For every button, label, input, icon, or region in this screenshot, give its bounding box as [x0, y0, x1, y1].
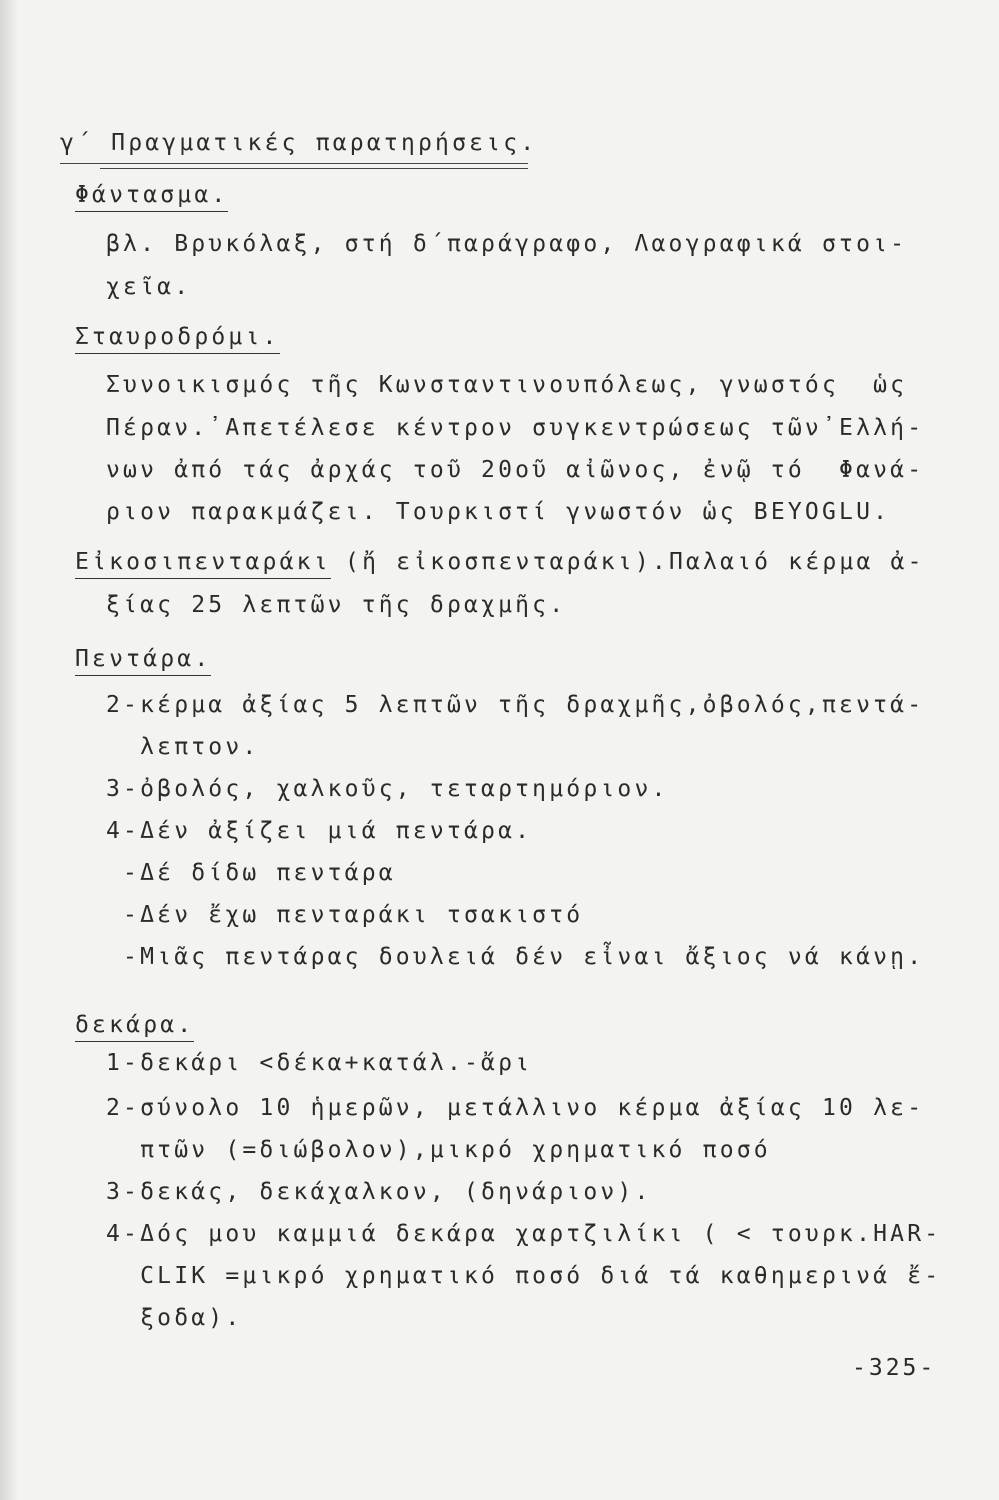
entry-term: Εἰκοσιπενταράκι — [75, 547, 331, 579]
entry-line: Πέραν.᾿Απετέλεσε κέντρον συγκεντρώσεως τῶν᾿Ελλή- — [106, 415, 925, 441]
entry-line: ριον παρακμάζει. Τουρκιστί γνωστόν ὡς BEYOGLU. — [106, 499, 891, 525]
page-number: -325- — [852, 1355, 937, 1381]
entry-term: δεκάρα. — [75, 1010, 194, 1042]
title-rule — [60, 163, 528, 164]
entry-term: Σταυροδρόμι. — [75, 322, 280, 354]
entry-line: 2-σύνολο 10 ἡμερῶν, μετάλλινο κέρμα ἀξίας 10 λε- — [106, 1095, 925, 1121]
section-title: γ΄ Πραγματικές παρατηρήσεις. — [60, 130, 538, 156]
entry-line: -Μιᾶς πεντάρας δουλειά δέν εἶναι ἄξιος νά κάνῃ. — [106, 944, 925, 970]
entry-term: Πεντάρα. — [75, 644, 211, 676]
entry-line: -Δέ δίδω πεντάρα — [106, 860, 396, 886]
entry-line: 2-κέρμα ἀξίας 5 λεπτῶν τῆς δραχμῆς,ὀβολός,πεντά- — [106, 692, 925, 718]
entry-line: 4-Δέν ἀξίζει μιά πεντάρα. — [106, 818, 533, 844]
entry-line: πτῶν (=διώβολον),μικρό χρηματικό ποσό — [106, 1137, 771, 1163]
entry-line: 3-δεκάς, δεκάχαλκον, (δηνάριον). — [106, 1179, 652, 1205]
entry-line: Συνοικισμός τῆς Κωνσταντινουπόλεως, γνωστός ὡς — [106, 372, 908, 398]
entry-line: 4-Δός μου καμμιά δεκάρα χαρτζιλίκι ( < τουρκ.HAR- — [106, 1221, 942, 1247]
entry-line: 1-δεκάρι <δέκα+κατάλ.-ἄρι — [106, 1050, 533, 1076]
entry-line: χεῖα. — [106, 274, 192, 300]
entry-line: ξίας 25 λεπτῶν τῆς δραχμῆς. — [106, 592, 567, 618]
entry-line: 3-ὀβολός, χαλκοῦς, τεταρτημόριον. — [106, 776, 669, 802]
entry-line: βλ. Βρυκόλαξ, στή δ΄παράγραφο, Λαογραφικά στοι- — [106, 231, 908, 257]
title-rule-2 — [100, 168, 528, 169]
entry-line: λεπτον. — [106, 734, 260, 760]
entry-line: νων ἀπό τάς ἀρχάς τοῦ 20οῦ αἰῶνος, ἐνῷ τό Φανά- — [106, 457, 925, 483]
page-fold-shadow — [0, 0, 18, 1500]
entry-line: -Δέν ἔχω πενταράκι τσακιστό — [106, 902, 584, 928]
entry-term: Φάντασμα. — [75, 180, 228, 212]
entry-line: ξοδα). — [106, 1305, 243, 1331]
entry-term-rest: (ἤ εἰκοσπενταράκι).Παλαιό κέρμα ἀ- — [328, 549, 925, 575]
entry-line: CLIK =μικρό χρηματικό ποσό διά τά καθημερινά ἔ- — [106, 1263, 942, 1289]
